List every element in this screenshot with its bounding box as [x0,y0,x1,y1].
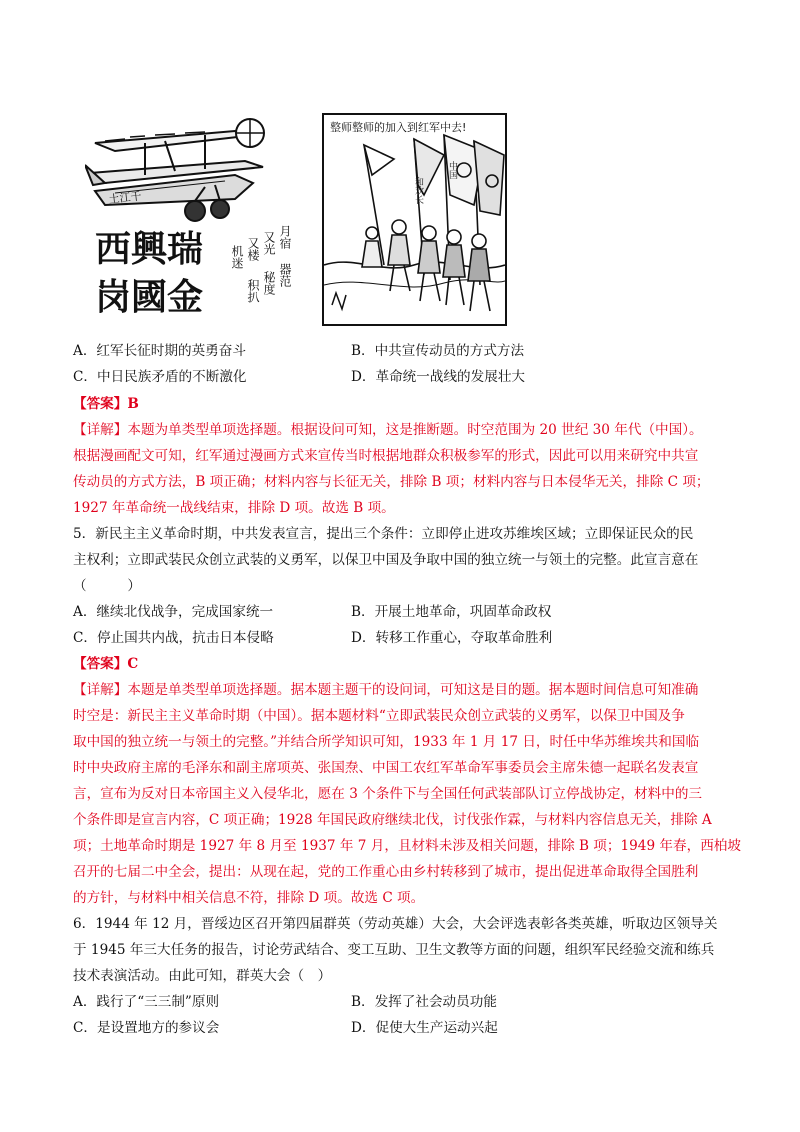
q5-option-c: C．停止国共内战，抗击日本侵略 [73,630,274,646]
artist-signature [332,293,346,309]
propaganda-cartoon-right [322,113,507,326]
q4-option-d: D．革命统一战线的发展壮大 [351,369,526,385]
q5-option-d: D．转移工作重心，夺取革命胜利 [351,630,553,646]
q4-detail-line: 【详解】本题为单类型单项选择题。根据设问可知，这是推断题。时空范围为 20 世纪 30 年代（中国）。 [73,422,703,438]
q5-detail-line: 时空是：新民主主义革命时期（中国）。据本题材料“立即武装民众创立武装的义勇军，以保卫中国及争 [73,708,685,724]
q6-stem-line: 技术表演活动。由此可知，群英大会（ ） [73,968,332,984]
cartoon-flag-text: 中国 [447,161,457,179]
q5-detail-line: 【详解】本题是单类型单项选择题。据本题主题干的设问词，可知这是目的题。据本题时间信息可知准确 [73,682,699,698]
q6-option-b: B．发挥了社会动员功能 [351,994,497,1010]
q5-detail-line: 言，宣布为反对日本帝国主义入侵华北，愿在 3 个条件下与全国任何武装部队订立停战协定，材料中的三 [73,786,703,802]
q5-stem-line: 5．新民主主义革命时期，中共发表宣言，提出三个条件：立即停止进攻苏维埃区域；立即保证民众的民 [73,526,694,542]
propaganda-cartoon-left [85,113,300,326]
cartoon-caption: 整师整师的加入到红军中去! [330,121,467,134]
q5-option-b: B．开展土地革命，巩固革命政权 [351,604,552,620]
cartoon-vert-5: 器范 [278,263,292,287]
q5-detail-line: 项；土地革命时期是 1927 年 8 月至 1937 年 7 月，且材料未涉及相关问题，排除 B 项；1949 年春，西柏坡 [73,838,741,854]
cartoon-vert-6: 秘度 [262,271,276,295]
q5-detail-line: 召开的七届二中全会，提出：从现在起，党的工作重心由乡村转移到了城市，提出促进革命取得全国胜利 [73,864,699,880]
q6-option-c: C．是设置地方的参议会 [73,1020,220,1036]
q6-option-a: A．践行了“三三制”原则 [73,994,220,1010]
q6-stem-line: 6．1944 年 12 月，晋绥边区召开第四届群英（劳动英雄）大会，大会评选表彰各类英雄，听取边区领导关 [73,916,718,932]
q4-option-b: B．中共宣传动员的方式方法 [351,343,525,359]
q5-option-a: A．继续北伐战争，完成国家统一 [73,604,274,620]
cartoon-vert-7: 积扒 [246,279,260,303]
q6-stem-line: 于 1945 年三大任务的报告，讨论劳武结合、变工互助、卫生文教等方面的问题，组织军民经验交流和练兵 [73,942,715,958]
q4-option-a: A．红军长征时期的英勇奋斗 [73,343,246,359]
q5-detail-line: 时中央政府主席的毛泽东和副主席项英、张国焘、中国工农红军革命军事委员会主席朱德一起联名发表宣 [73,760,699,776]
q5-detail-line: 的方针，与材料中相关信息不符，排除 D 项。故选 C 项。 [73,890,425,906]
cartoon-vert-3: 又楼 [246,237,260,261]
q5-detail-line: 个条件即是宣言内容，C 项正确；1928 年国民政府继续北伐，讨伐张作霖，与材料内容信息无关，排除 A [73,812,712,828]
q5-detail-line: 取中国的独立统一与领土的完整。”并结合所学知识可知，1933 年 1 月 17 日，时任中华苏维埃共和国临 [73,734,700,750]
plane-lettering: 土江千 [107,189,143,206]
cartoon-vert-2: 又光 [262,231,276,255]
cartoon-big-text-1: 西興瑞 [95,228,204,270]
airplane-drawing [85,113,300,326]
q5-answer: 【答案】C [73,656,139,672]
q6-option-d: D．促使大生产运动兴起 [351,1020,498,1036]
red-army-drawing [324,115,505,324]
cartoon-vert-4: 机迷 [230,245,244,269]
cartoon-big-text-2: 岗國金 [95,276,204,318]
q4-detail-line: 根据漫画配文可知，红军通过漫画方式来宣传当时根据地群众积极参军的形式，因此可以用来研究中共宣 [73,448,699,464]
q4-detail-line: 1927 年革命统一战线结束，排除 D 项。故选 B 项。 [73,500,395,516]
q5-stem-line: 主权利；立即武装民众创立武装的义勇军，以保卫中国及争取中国的独立统一与领土的完整。此宣言意在 [73,552,699,568]
cartoon-vert-1: 月宿 [278,225,292,249]
cartoon-banner: 和欢长 [413,177,423,204]
q4-detail-line: 传动员的方式方法，B 项正确；材料内容与长征无关，排除 B 项；材料内容与日本侵华无关，排除 C 项； [73,474,710,490]
q4-option-c: C．中日民族矛盾的不断激化 [73,369,247,385]
q4-answer: 【答案】B [73,396,139,412]
q5-stem-line: （ ） [73,578,141,594]
